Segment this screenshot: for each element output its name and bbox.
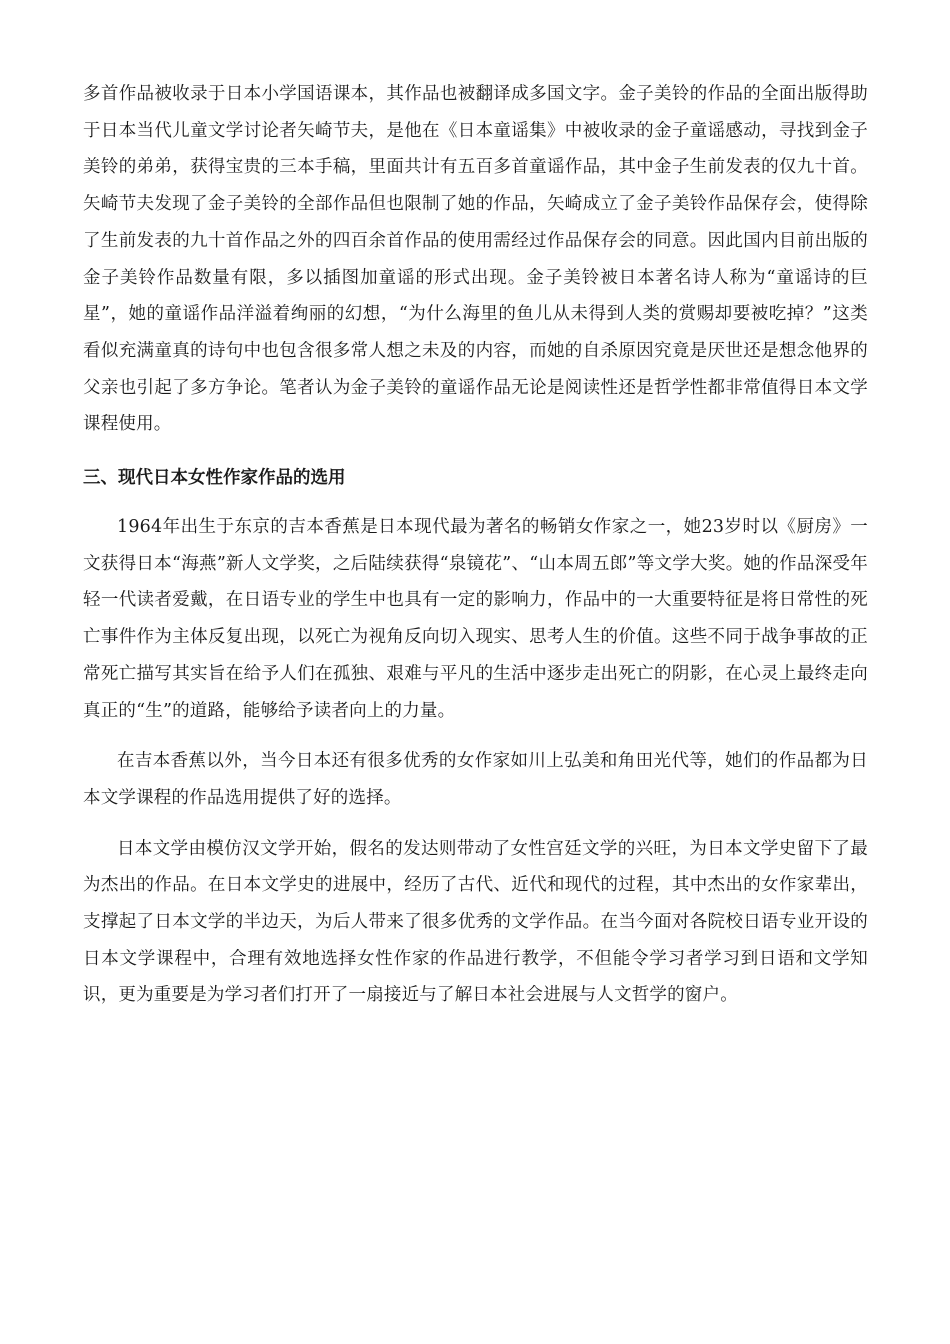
body-paragraph: 在吉本香蕉以外，当今日本还有很多优秀的女作家如川上弘美和角田光代等，她们的作品都为日本文学课程的作品选用提供了好的选择。: [83, 751, 868, 808]
body-paragraph: 多首作品被收录于日本小学国语课本，其作品也被翻译成多国文字。金子美铃的作品的全面出版得助于日本当代儿童文学讨论者矢崎节夫，是他在《日本童谣集》中被收录的金子童谣感动，寻找到金子美铃的弟弟，获得宝贵的三本手稿，里面共计有五百多首童谣作品，其中金子生前发表的仅九十首。矢崎节夫发现了金子美铃的全部作品但也限制了她的作品，矢崎成立了金子美铃作品保存会，使得除了生前发表的九十首作品之外的四百余首作品的使用需经过作品保存会的同意。因此国内目前出版的金子美铃作品数量有限，多以插图加童谣的形式出现。金子美铃被日本著名诗人称为“童谣诗的巨星”，她的童谣作品洋溢着绚丽的幻想，“为什么海里的鱼儿从未得到人类的赏赐却要被吃掉？”这类看似充满童真的诗句中也包含很多常人想之未及的内容，而她的自杀原因究竟是厌世还是想念他界的父亲也引起了多方争论。笔者认为金子美铃的童谣作品无论是阅读性还是哲学性都非常值得日本文学课程使用。: [83, 84, 868, 435]
section-heading: 三、现代日本女性作家作品的选用: [83, 468, 346, 489]
document-page: [83, 76, 868, 1014]
body-paragraph: 1964年出生于东京的吉本香蕉是日本现代最为著名的畅销女作家之一，她23岁时以《厨房》一文获得日本“海燕”新人文学奖，之后陆续获得“泉镜花”、“山本周五郎”等文学大奖。她的作品深受年轻一代读者爱戴，在日语专业的学生中也具有一定的影响力，作品中的一大重要特征是将日常性的死亡事件作为主体反复出现，以死亡为视角反向切入现实、思考人生的价值。这些不同于战争事故的正常死亡描写其实旨在给予人们在孤独、艰难与平凡的生活中逐步走出死亡的阴影，在心灵上最终走向真正的“生”的道路，能够给予读者向上的力量。: [83, 517, 868, 721]
body-paragraph: 日本文学由模仿汉文学开始，假名的发达则带动了女性宫廷文学的兴旺，为日本文学史留下了最为杰出的作品。在日本文学史的进展中，经历了古代、近代和现代的过程，其中杰出的女作家辈出，支撑起了日本文学的半边天，为后人带来了很多优秀的文学作品。在当今面对各院校日语专业开设的日本文学课程中，合理有效地选择女性作家的作品进行教学，不但能令学习者学习到日语和文学知识，更为重要是为学习者们打开了一扇接近与了解日本社会进展与人文哲学的窗户。: [83, 838, 868, 1006]
